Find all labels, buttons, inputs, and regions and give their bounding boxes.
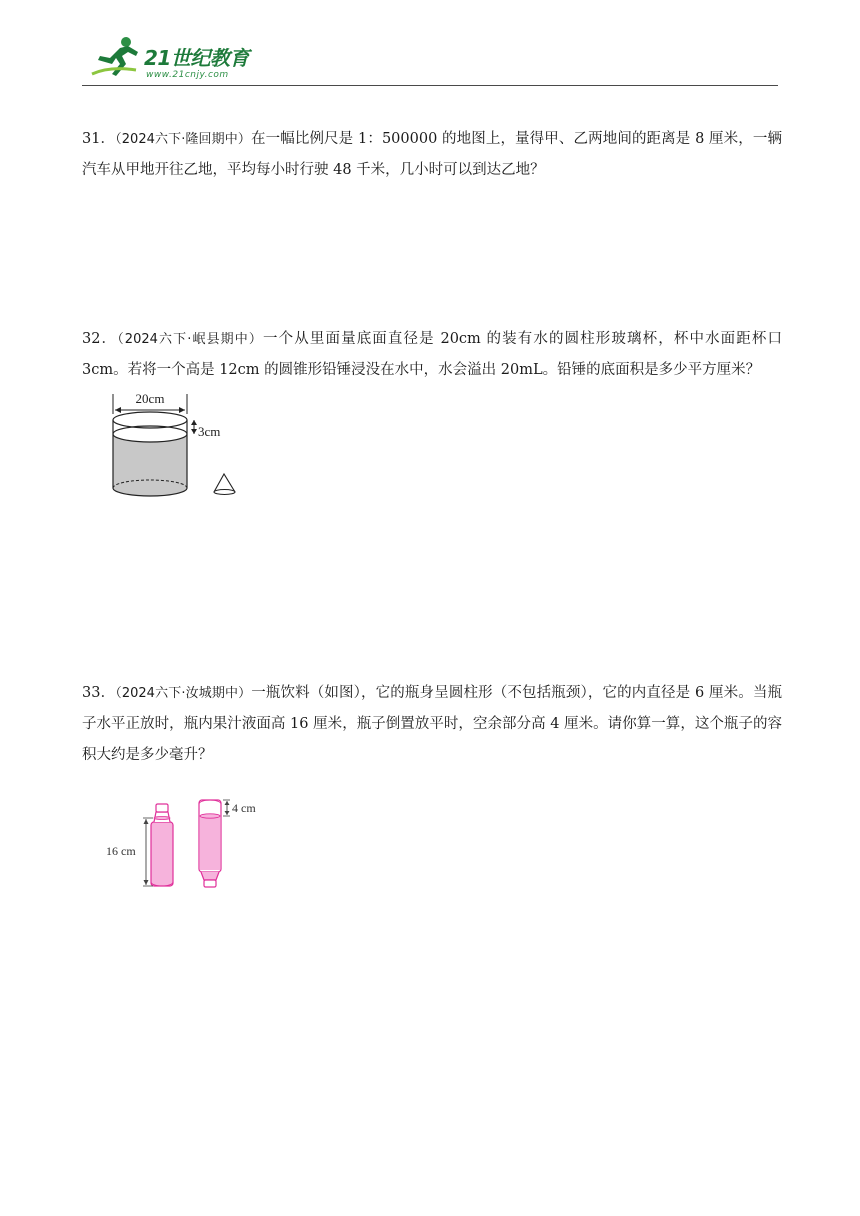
question-number: 32． [82, 331, 118, 347]
gap-label: 3cm [198, 424, 221, 439]
question-33 [82, 678, 782, 771]
empty-height-label: 4 cm [232, 801, 256, 815]
diameter-label: 20cm [135, 391, 165, 406]
cylinder-cone-figure [104, 388, 254, 504]
question-source: （2024六下·岷县期中） [117, 332, 264, 347]
header-divider [82, 85, 778, 86]
question-text: 在一幅比例尺是 1：500000 的地图上，量得甲、乙两地间的距离是 8 厘米，一辆汽车从甲地开往乙地，平均每小时行驶 48 千米，几小时可以到达乙地？ [82, 131, 782, 178]
question-source: （2024六下·汝城期中） [115, 686, 252, 701]
question-number: 31． [82, 131, 116, 147]
logo-url: www.21cnjy.com [146, 70, 229, 80]
question-text: 一个从里面量底面直径是 20cm 的装有水的圆柱形玻璃杯，杯中水面距杯口 3cm。若将一个高是 12cm 的圆锥形铅锤浸没在水中，水会溢出 20mL。铅锤的底面积是多少平方厘米？ [82, 331, 783, 378]
question-31 [82, 124, 782, 186]
page-header [82, 30, 778, 86]
upright-bottle [151, 804, 173, 886]
inverted-bottle [199, 800, 221, 887]
bottle-figure [104, 794, 266, 894]
question-number: 33． [82, 685, 116, 701]
question-text: 一瓶饮料（如图），它的瓶身呈圆柱形（不包括瓶颈），它的内直径是 6 厘米。当瓶子水平正放时，瓶内果汁液面高 16 厘米，瓶子倒置放平时，空余部分高 4 厘米。请你算一算，这个瓶子的容积大约是多少毫升？ [82, 685, 783, 763]
runner-logo-icon [90, 34, 144, 80]
logo-text: 21世纪教育 [144, 46, 249, 70]
juice-height-label: 16 cm [106, 844, 136, 858]
question-32 [82, 324, 782, 386]
question-source: （2024六下·隆回期中） [115, 132, 251, 147]
